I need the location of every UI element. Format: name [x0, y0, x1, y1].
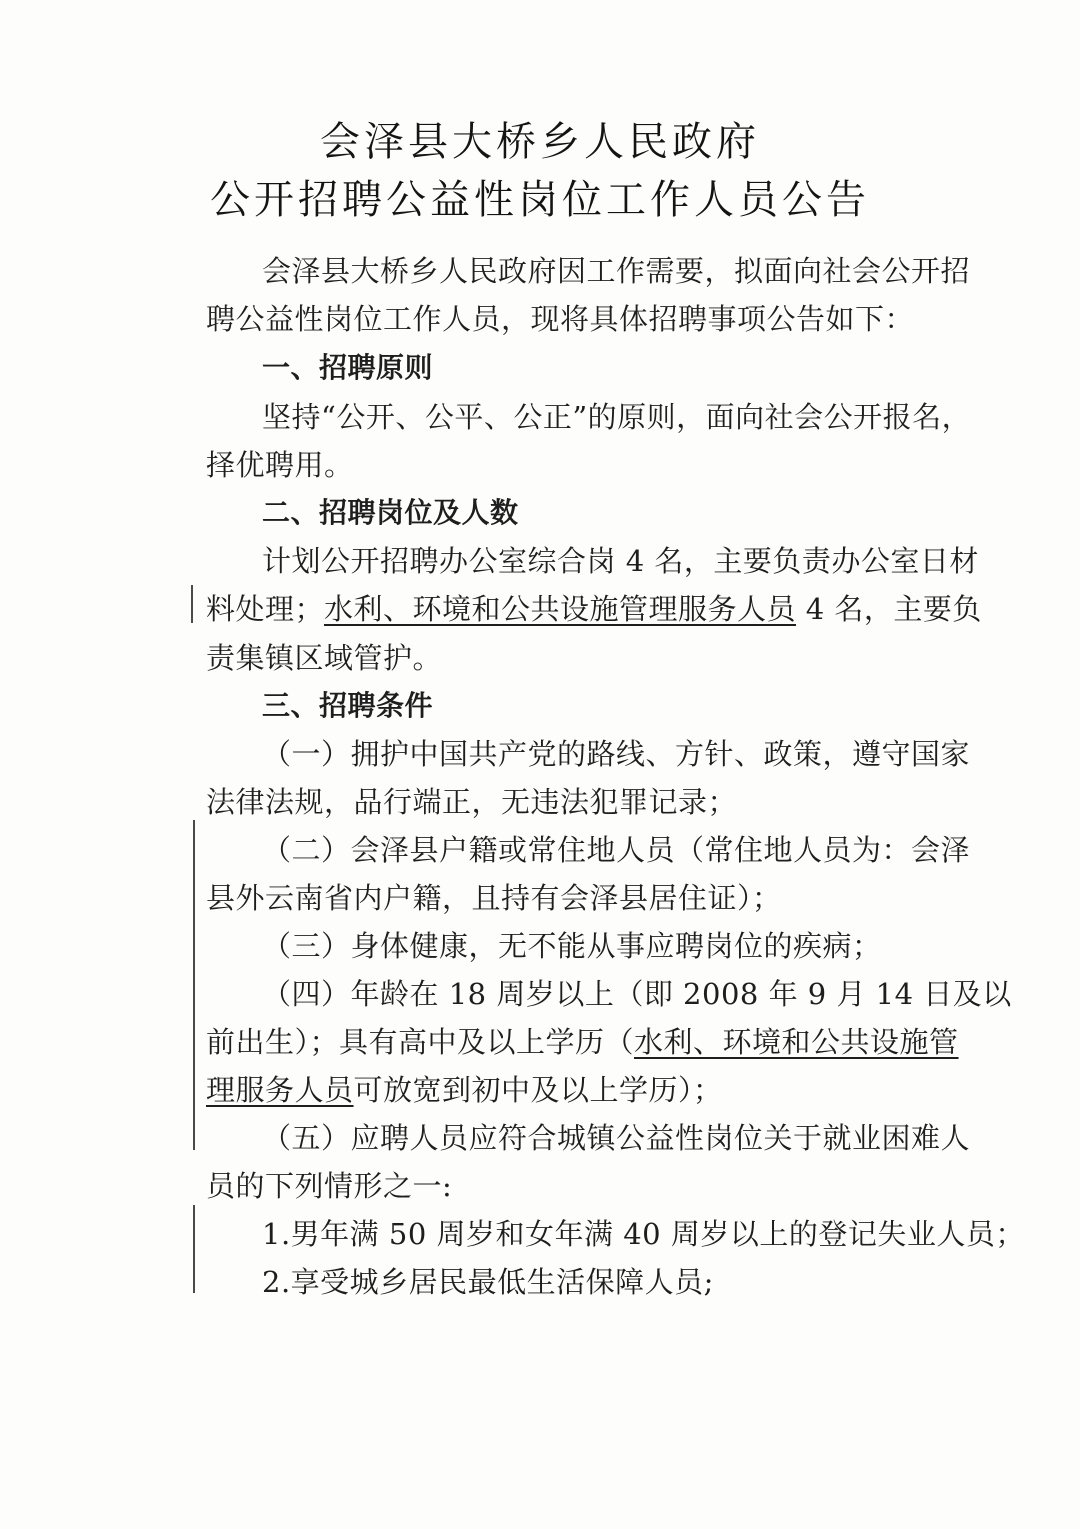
margin-mark [191, 585, 193, 623]
intro-line2: 聘公益性岗位工作人员，现将具体招聘事项公告如下： [206, 302, 915, 336]
document-title-line2: 公开招聘公益性岗位工作人员公告 [210, 177, 870, 223]
condition5-sub1: 1.男年满 50 周岁和女年满 40 周岁以上的登记失业人员； [262, 1217, 1025, 1251]
margin-mark [193, 820, 195, 1150]
section1-line1: 坚持“公开、公平、公正”的原则，面向社会公开报名， [262, 400, 972, 434]
condition4-underlined-post-end: 理服务人员 [206, 1073, 354, 1107]
margin-mark [193, 1205, 195, 1293]
intro-line1: 会泽县大桥乡人民政府因工作需要，拟面向社会公开招 [262, 254, 971, 288]
condition1-line1: （一）拥护中国共产党的路线、方针、政策，遵守国家 [262, 737, 971, 771]
section2-line1: 计划公开招聘办公室综合岗 4 名，主要负责办公室日材 [262, 544, 979, 578]
condition4-line2-start: 前出生）；具有高中及以上学历（ [206, 1025, 635, 1059]
section2-line2-start: 料处理； [206, 592, 325, 626]
condition5-line2: 员的下列情形之一: [206, 1169, 453, 1203]
section2-line2 [206, 592, 982, 626]
condition2-line1: （二）会泽县户籍或常住地人员（常住地人员为：会泽 [262, 833, 971, 867]
section2-line2-end: 4 名，主要负 [796, 592, 982, 626]
condition4-line3-end: 可放宽到初中及以上学历）； [353, 1073, 723, 1107]
section1-heading: 一、招聘原则 [262, 351, 434, 384]
condition4-underlined-post: 水利、环境和公共设施管 [634, 1025, 959, 1059]
section2-underlined-post: 水利、环境和公共设施管理服务人员 [324, 592, 797, 626]
section2-heading: 二、招聘岗位及人数 [262, 496, 519, 529]
section3-heading: 三、招聘条件 [262, 689, 434, 722]
condition5-line1: （五）应聘人员应符合城镇公益性岗位关于就业困难人 [262, 1121, 971, 1155]
section1-line2: 择优聘用。 [206, 448, 354, 482]
condition4-line2 [206, 1025, 959, 1059]
condition1-line2: 法律法规，品行端正，无违法犯罪记录； [206, 785, 738, 819]
condition5-sub2: 2.享受城乡居民最低生活保障人员; [262, 1265, 714, 1299]
section2-line3: 责集镇区域管护。 [206, 641, 443, 675]
condition4-line1: （四）年龄在 18 周岁以上（即 2008 年 9 月 14 日及以 [262, 977, 1012, 1011]
condition4-line3 [206, 1073, 936, 1107]
condition3-line1: （三）身体健康，无不能从事应聘岗位的疾病； [262, 929, 882, 963]
document-title-line1: 会泽县大桥乡人民政府 [320, 119, 760, 165]
condition2-line2: 县外云南省内户籍，且持有会泽县居住证）； [206, 881, 782, 915]
